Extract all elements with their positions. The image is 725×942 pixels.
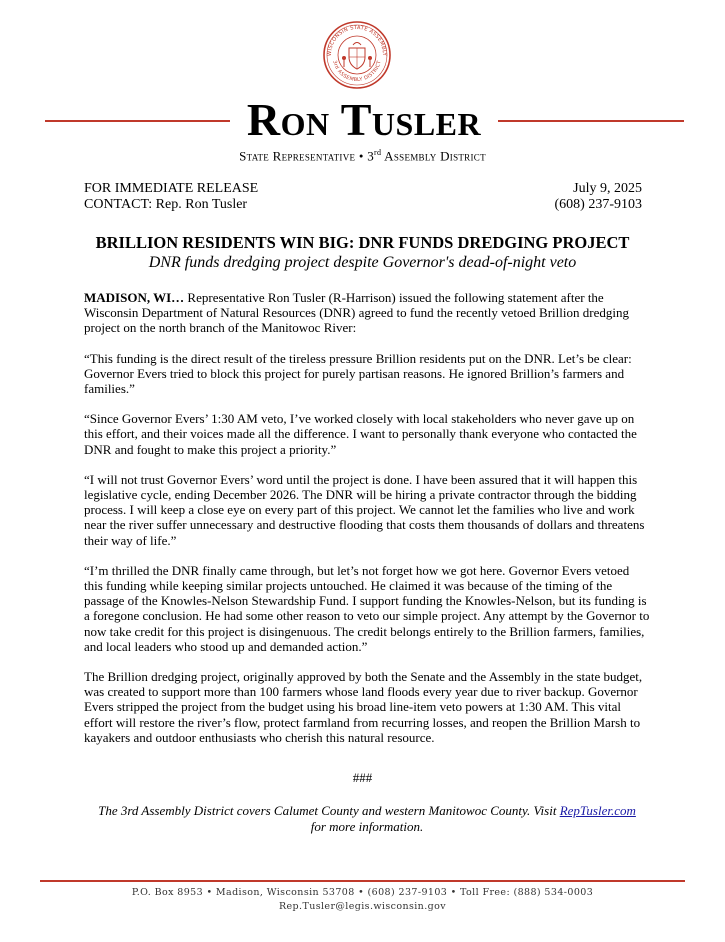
header-rule-right <box>498 120 684 122</box>
press-release-body <box>84 290 650 760</box>
header-rule-left <box>45 120 230 122</box>
assembly-seal-logo <box>322 20 392 90</box>
seal-top-text: WISCONSIN STATE ASSEMBLY <box>326 24 388 57</box>
dateline: MADISON, WI… <box>84 290 185 305</box>
body-paragraph-5: “I’m thrilled the DNR finally came through, but let’s not forget how we got here. Governor Evers vetoed this funding while keeping similar projects untouched. He claimed it was because of the timing of the passage of the Knowles-Nelson Stewardship Fund. I support funding the Knowles-Nelson, but its funding is a foregone conclusion. He had some other reason to veto our simple project. Any attempt by the Governor to now take credit for this project is disingenuous. The credit belongs entirely to the Brillion farmers, families, and local leaders who stood up and demanded action.” <box>84 562 650 654</box>
paragraph-1-text: Representative Ron Tusler (R-Harrison) issued the following statement after the Wisconsin Department of Natural Resources (DNR) agreed to fund the recently vetoed Brillion dredging project on the north branch of the Manitowoc River: <box>84 290 629 336</box>
contact-phone: (608) 237-9103 <box>554 197 642 212</box>
body-paragraph-2: “This funding is the direct result of the tireless pressure Brillion residents put on the DNR. Let’s be clear: Governor Evers tried to block this project for purely partisan reasons. He ignored Brillion’s farmers and families.” <box>84 350 632 397</box>
release-date: July 9, 2025 <box>573 181 642 196</box>
footer-address: P.O. Box 8953 • Madison, Wisconsin 53708 • (608) 237-9103 • Toll Free: (888) 534-0003 <box>131 887 594 898</box>
headline: BRILLION RESIDENTS WIN BIG: DNR FUNDS DREDGING PROJECT <box>95 233 630 252</box>
release-label: FOR IMMEDIATE RELEASE <box>84 181 259 196</box>
body-paragraph-6: The Brillion dredging project, originally approved by both the Senate and the Assembly in the state budget, was created to support more than 100 farmers whose land floods every year due to river backup. Governor Evers stripped the project from the budget using his broad line-item veto powers at 1:30 AM. This vital effort will restore the river’s flow, protect farmland from recurring losses, and reopen the Brillion Marsh to kayakers and outdoor enthusiasts who cherish this natural resource. <box>84 669 643 745</box>
seal-bottom-text: 3rd ASSEMBLY DISTRICT <box>331 60 383 84</box>
website-link[interactable]: RepTusler.com <box>559 803 636 818</box>
title-prefix: State Representative • 3 <box>239 148 375 164</box>
body-paragraph-3: “Since Governor Evers’ 1:30 AM veto, I’ve worked closely with local stakeholders who never gave up on this effort, and their voices made all the difference. I want to personally thank everyone who contacted the DNR and fought to make this project a priority.” <box>84 411 637 457</box>
title-suffix: Assembly District <box>381 148 486 164</box>
title-superscript: rd <box>374 148 382 157</box>
body-paragraph <box>84 290 650 336</box>
closing-after-text: for more information. <box>310 819 424 834</box>
closing-text: The 3rd Assembly District covers Calumet County and western Manitowoc County. Visit <box>98 803 560 818</box>
body-paragraph-4: “I will not trust Governor Evers’ word until the project is done. I have been assured that it will happen this legislative cycle, ending December 2026. The DNR will be hiring a private contractor through the bidding process. I will keep a close eye on every part of this project. We cannot let the families who live and work near the river suffer unnecessary and destructive flooding that costs them thousands of dollars and threatens their way of life.” <box>84 471 645 548</box>
end-mark: ### <box>352 770 373 785</box>
representative-name: Ron Tusler <box>246 94 482 145</box>
footer-rule <box>40 880 685 882</box>
footer-email: Rep.Tusler@legis.wisconsin.gov <box>278 901 446 912</box>
representative-title <box>0 148 725 164</box>
contact-line: CONTACT: Rep. Ron Tusler <box>84 197 248 212</box>
subheadline: DNR funds dredging project despite Governor's dead-of-night veto <box>148 254 577 271</box>
closing-note <box>84 803 650 835</box>
